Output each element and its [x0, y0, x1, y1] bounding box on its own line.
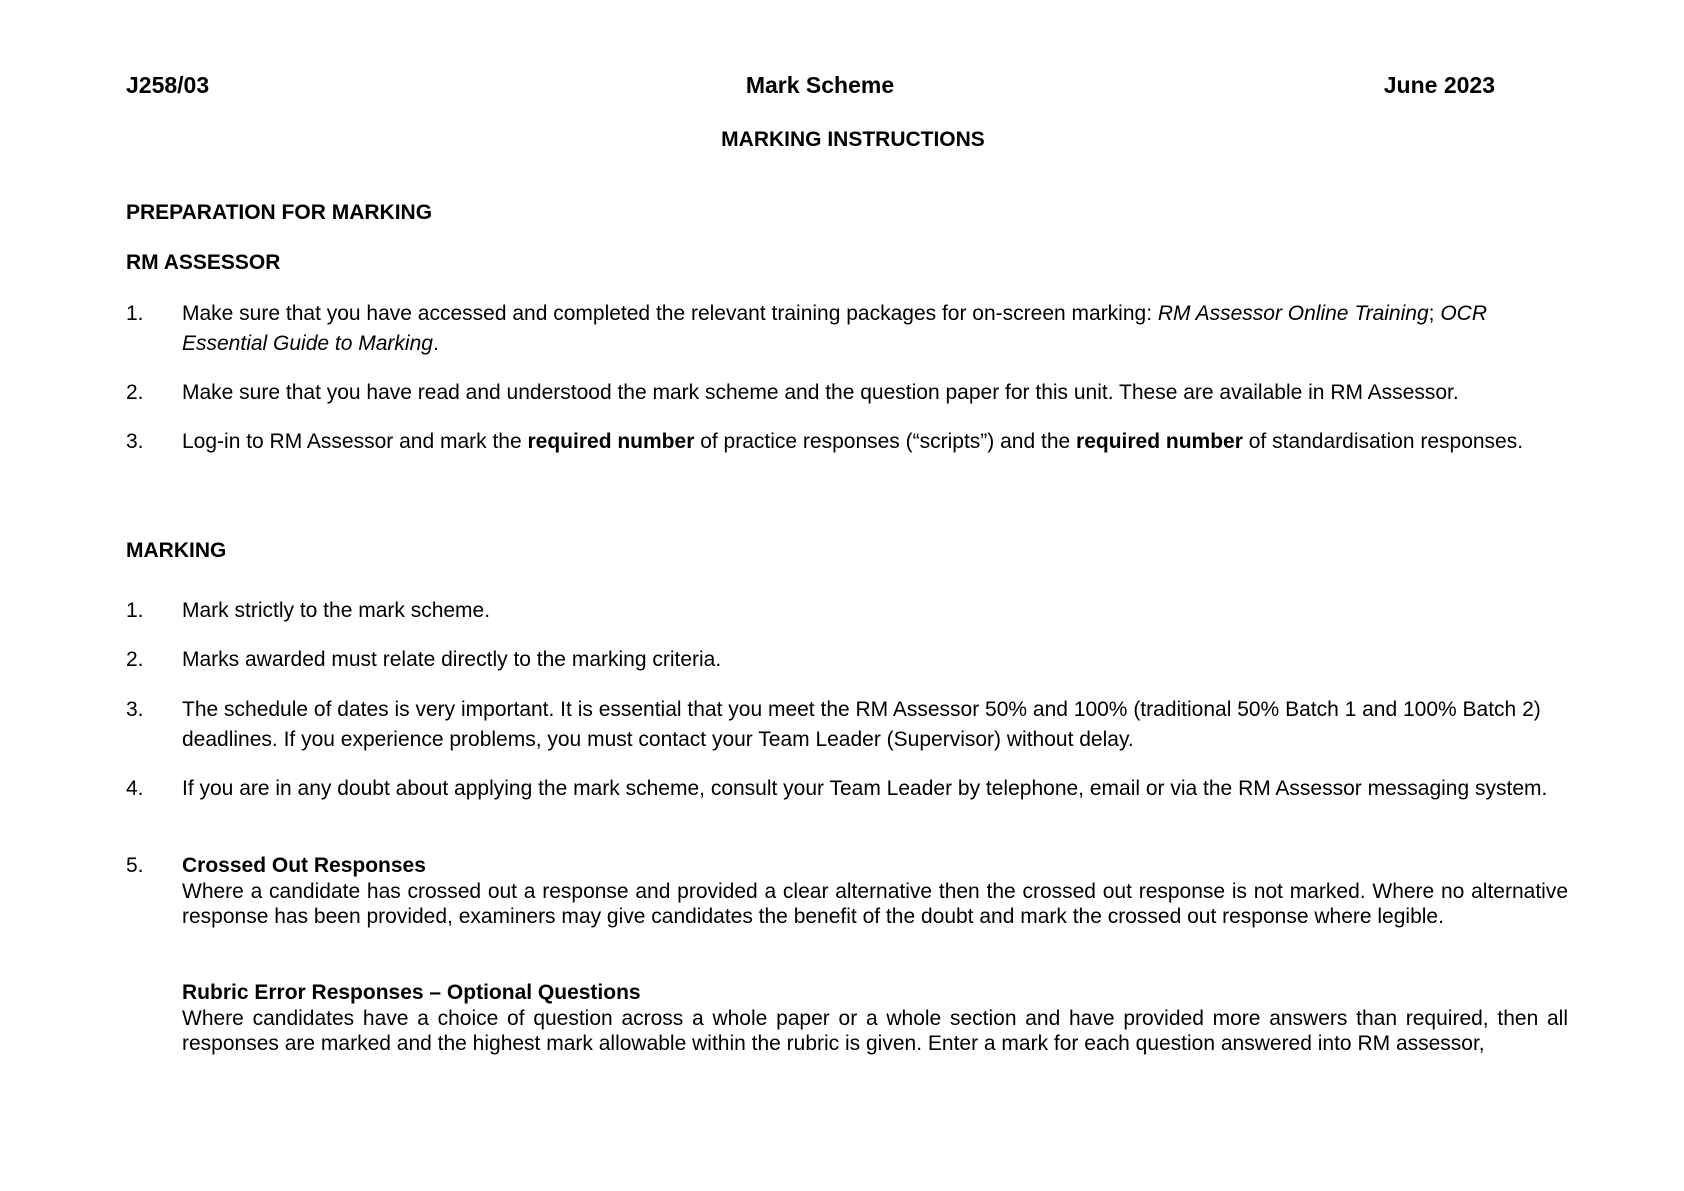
- paper-code: J258/03: [126, 72, 210, 98]
- prep-item-1-number: 1.: [126, 302, 144, 325]
- crossed-out-heading: Crossed Out Responses: [182, 854, 426, 877]
- prep-item-3-text: Log-in to RM Assessor and mark the required number of practice responses (“scripts”) and the required number of standardisation responses.: [182, 430, 1524, 453]
- prep-item-1-text: Make sure that you have accessed and completed the relevant training packages for on-screen marking: RM Assessor Online Training; OCR Essential Guide to Marking.: [182, 302, 1487, 355]
- prep-item-2-number: 2.: [126, 381, 144, 404]
- preparation-heading: PREPARATION FOR MARKING: [126, 201, 433, 224]
- marking-item-1-number: 1.: [126, 599, 144, 622]
- rubric-error-section: [182, 980, 1568, 1057]
- marking-item-5-number: 5.: [126, 854, 144, 877]
- marking-item-1-text: Mark strictly to the mark scheme.: [182, 599, 491, 622]
- rubric-error-heading: Rubric Error Responses – Optional Questions: [182, 981, 641, 1004]
- page-title: MARKING INSTRUCTIONS: [721, 128, 985, 151]
- rubric-error-text: Where candidates have a choice of question across a whole paper or a whole section and have provided more answers than required, then all responses are marked and the highest mark allowable within the rubric is given. Enter a mark for each question answered into RM assessor,: [182, 1006, 1568, 1055]
- marking-item-2-text: Marks awarded must relate directly to the marking criteria.: [182, 648, 722, 671]
- marking-heading: MARKING: [126, 539, 227, 562]
- header-title: Mark Scheme: [745, 72, 895, 98]
- prep-item-2-text: Make sure that you have read and understood the mark scheme and the question paper for this unit. These are available in RM Assessor.: [182, 381, 1459, 404]
- marking-item-3-text: The schedule of dates is very important. It is essential that you meet the RM Assessor 50% and 100% (traditional 50% Batch 1 and 100% Batch 2) deadlines. If you experience problems, you must contact your Team Leader (Supervisor) without delay.: [182, 698, 1541, 751]
- marking-item-3-number: 3.: [126, 698, 144, 721]
- crossed-out-section: [182, 853, 1568, 930]
- marking-item-4-text: If you are in any doubt about applying the mark scheme, consult your Team Leader by telephone, email or via the RM Assessor messaging system.: [182, 777, 1548, 800]
- marking-item-2-number: 2.: [126, 648, 144, 671]
- prep-item-3-number: 3.: [126, 430, 144, 453]
- header-date: June 2023: [1383, 72, 1495, 98]
- rm-assessor-heading: RM ASSESSOR: [126, 251, 281, 274]
- marking-item-4-number: 4.: [126, 777, 144, 800]
- crossed-out-text: Where a candidate has crossed out a response and provided a clear alternative then the crossed out response is not marked. Where no alternative response has been provided, examiners may give candidates the benefit of the doubt and mark the crossed out response where legible.: [182, 879, 1568, 928]
